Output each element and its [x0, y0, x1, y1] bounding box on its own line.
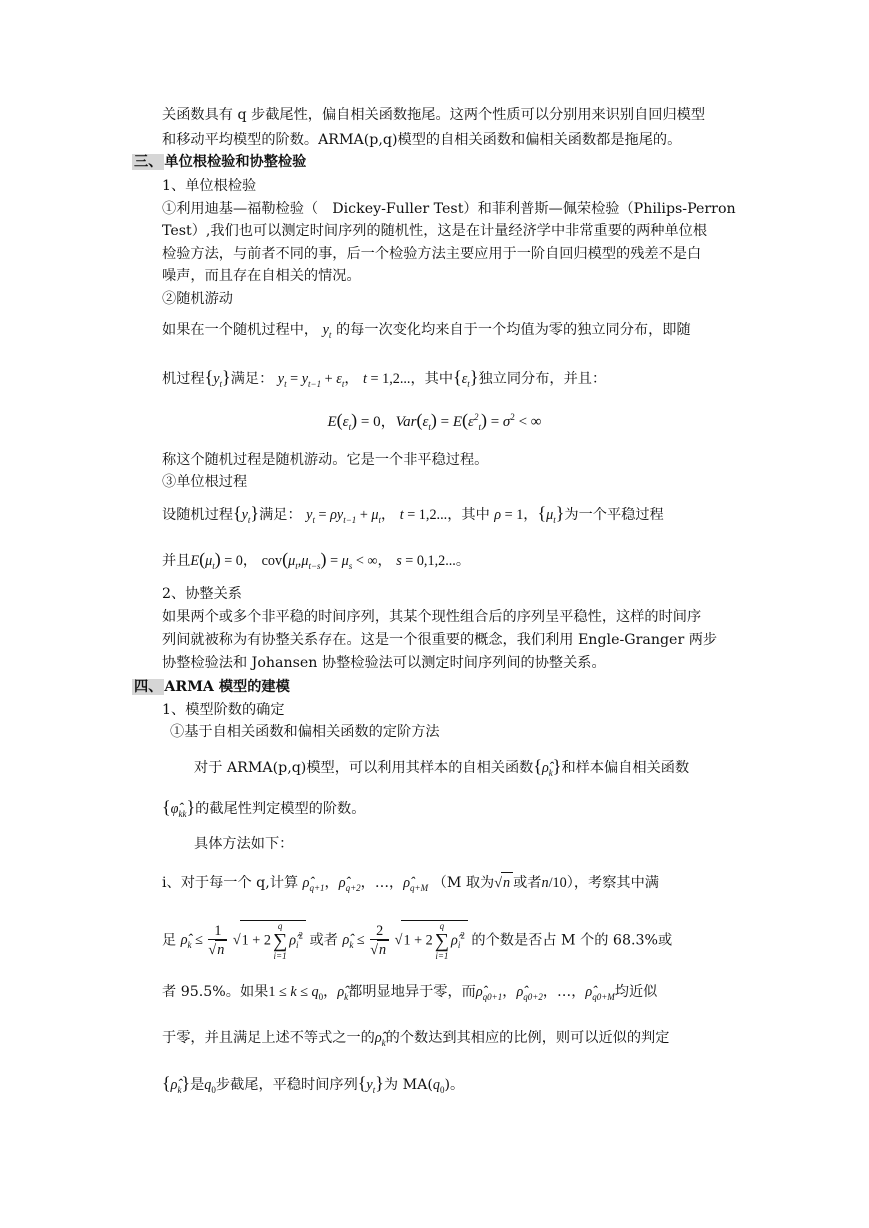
text-line: $\{\varphî_{kk}\}$的截尾性判定模型的阶数。 [162, 797, 366, 819]
equation-expectation: $E(\varepsilon_t) = 0$，$Var(\varepsilon_t) = E(\varepsilon^2_t) = \sigma^2$ < ∞ [327, 410, 542, 432]
text-line: 检验方法，与前者不同的事，后一个检验方法主要应用于一阶自回归模型的残差不是白 [162, 246, 702, 262]
math-set-eps: $\{\varepsilon_t\}$ [453, 367, 479, 389]
math-set-rho: $\{\rhô_k\}$ [162, 1073, 191, 1095]
text-line: 对于 ARMA(p,q)模型，可以利用其样本的自相关函数$\{\rhô_k\}$和样本偏自相关函数 [194, 756, 690, 778]
text-line: 协整检验法和 Johansen 协整检验法可以测定时间序列间的协整关系。 [162, 655, 606, 671]
text-line: Test）,我们也可以测定时间序列的随机性，这是在计量经济学中非常重要的两种单位根 [162, 223, 708, 239]
math-t-range: t = 1,2... [363, 371, 411, 387]
math-set-rho: $\{\rhô_k\}$ [533, 756, 562, 778]
math-sqrt-n: √n [494, 875, 513, 891]
text-line: 列间就被称为有协整关系存在。这是一个很重要的概念，我们利用 Engle-Granger 两步 [162, 632, 718, 648]
subsection-title: ①基于自相关函数和偏相关函数的定阶方法 [170, 724, 440, 740]
text-line: 如果在一个随机过程中， $y_t$ 的每一次变化均来自于一个均值为零的独立同分布，即随 [162, 322, 691, 340]
subsection-title: 2、协整关系 [162, 586, 242, 602]
math-cov: $cov(\mu_t,\mu_{t-s}) = \mu_s$ < ∞ [261, 549, 378, 571]
text-line: $\{\rhô_k\}$是$q_0$步截尾，平稳时间序列$\{y_t\}$为 $MA(q_0)$。 [162, 1073, 465, 1095]
text-line: 于零，并且满足上述不等式之一的$\rhô_k$的个数达到其相应的比例，则可以近似的判定 [162, 1030, 670, 1048]
subsection-title: 1、单位根检验 [162, 178, 257, 194]
math-random-walk: $y_t = y_{t-1} + \varepsilon_t$ [277, 371, 345, 389]
subsection-title: ②随机游动 [162, 291, 233, 307]
subsection-title: ③单位根过程 [162, 474, 248, 490]
math-unit-root: $y_t = \rho y_{t-1} + \mu_t$ [306, 507, 382, 525]
math-set-phi: $\{\varphî_{kk}\}$ [162, 797, 196, 819]
section-heading-3: 三、 单位根检验和协整检验 [134, 154, 307, 170]
text-line: 并且$E(\mu_t) = 0$， $cov(\mu_t,\mu_{t-s}) = \mu_s$ < ∞， s = 0,1,2...。 [162, 549, 471, 571]
text-line: ①利用迪基—福勒检验（ Dickey-Fuller Test）和菲利普斯—佩荣检验（Philips-Perron [162, 201, 736, 217]
math-mean-mu: $E(\mu_t) = 0$ [190, 549, 243, 571]
text-line: 噪声，而且存在自相关的情况。 [162, 268, 361, 284]
math-set-yt: $\{y_t\}$ [204, 367, 231, 389]
math-k-range: $1 \le k \le q_0$ [268, 984, 324, 1002]
text-line: 如果两个或多个非平稳的时间序列，其某个现性组合后的序列呈平稳性，这样的时间序 [162, 609, 702, 625]
math-bound-1: $\rhô_k$ ≤ $\frac{1}{√n}$ √1 + 2 q ∑ i=1 $\rhô_i^2$ [181, 932, 310, 948]
math-bound-2: $\rhô_k$ ≤ $\frac{2}{√n}$ √1 + 2 q ∑ i=1 $\rhô_i^2$ [343, 932, 472, 948]
text-line: 者 95.5%。如果$1 \le k \le q_0$，$\rhô_k$都明显地异于零，而$\rhô_{q0+1}$，$\rhô_{q0+2}$，…，$\rhô_{q0+M}$均近似 [162, 984, 658, 1002]
text-line: 设随机过程$\{y_t\}$满足： $y_t = \rho y_{t-1} + \mu_t$， t = 1,2...，其中 ρ = 1，$\{\mu_t\}$为一个平稳过程 [162, 503, 664, 525]
text-line: 关函数具有 q 步截尾性，偏自相关函数拖尾。这两个性质可以分别用来识别自回归模型 [162, 107, 706, 123]
text-line: 具体方法如下： [194, 836, 294, 852]
section-heading-4: 四、 ARMA 模型的建模 [134, 679, 290, 695]
math-rho: ρ = 1 [494, 507, 524, 523]
text-line: 称这个随机过程是随机游动。它是一个非平稳过程。 [162, 452, 489, 468]
text-line: i、对于每一个 q,计算 $\rhô_{q+1}$，$\rhô_{q+2}$，…，$\rhô_{q+M}$ （M 取为√n 或者n/10），考察其中满 [162, 872, 659, 893]
math-yt: $y_t$ [322, 322, 332, 340]
text-line: 机过程$\{y_t\}$满足： $y_t = y_{t-1} + \varepsilon_t$， t = 1,2...，其中$\{\varepsilon_t\}$独立同分布，并且： [162, 367, 607, 389]
math-rho-list: $\rhô_{q+1}$ [302, 875, 325, 893]
math-set-mu: $\{\mu_t\}$ [537, 503, 565, 525]
math-set-yt: $\{y_t\}$ [232, 503, 260, 525]
text-line: 和移动平均模型的阶数。ARMA(p,q)模型的自相关函数和偏相关函数都是拖尾的。 [162, 132, 682, 148]
subsection-title: 1、模型阶数的确定 [162, 702, 285, 718]
text-line: 足 $\rhô_k$ ≤ $\frac{1}{√n}$ √1 + 2 q ∑ i=1 $\rhô_i^2$ 或者 $\rhô_k$ ≤ $\frac{2}{√n}$ √1 + 2 q ∑ i=1 $\rhô_i^2$ 的个数是否占 M 个的 68.3%或 [162, 921, 673, 961]
math-n-over-10: n/10 [541, 875, 567, 891]
